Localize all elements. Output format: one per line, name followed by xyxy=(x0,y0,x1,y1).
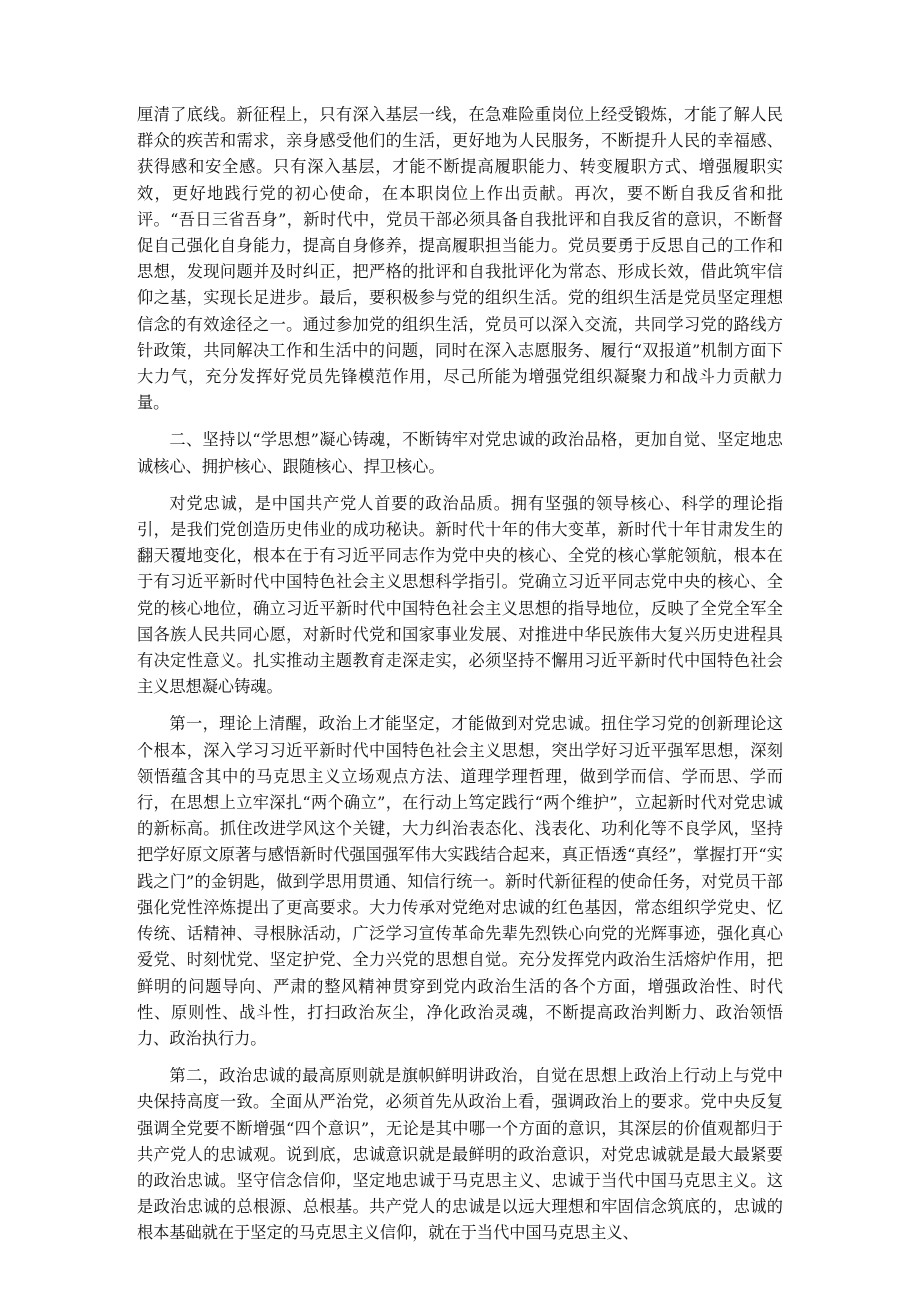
paragraph-second-point: 第二，政治忠诚的最高原则就是旗帜鲜明讲政治，自觉在思想上政治上行动上与党中央保持高度一致。全面从严治党，必须首先从政治上看，强调政治上的要求。党中央反复强调全党要不断增强“四个意识”，无论是其中哪一个方面的意识，其深层的价值观都归于共产党人的忠诚观。说到底，忠诚意识就是最鲜明的政治意识，对党忠诚就是最大最紧要的政治忠诚。坚守信念信仰，坚定地忠诚于马克思主义、忠诚于当代中国马克思主义。这是政治忠诚的总根源、总根基。共产党人的忠诚是以远大理想和牢固信念筑底的，忠诚的根本基础就在于坚定的马克思主义信仰，就在于当代中国马克思主义、 xyxy=(137,1066,783,1243)
section-heading-two: 二、坚持以“学思想”凝心铸魂，不断铸牢对党忠诚的政治品格，更加自觉、坚定地忠诚核心、拥护核心、跟随核心、捍卫核心。 xyxy=(137,430,783,476)
document-body xyxy=(137,102,783,1258)
paragraph-loyalty: 对党忠诚，是中国共产党人首要的政治品质。拥有坚强的领导核心、科学的理论指引，是我们党创造历史伟业的成功秘诀。新时代十年的伟大变革，新时代十年甘肃发生的翻天覆地变化，根本在于有习近平同志作为党中央的核心、全党的核心掌舵领航，根本在于有习近平新时代中国特色社会主义思想科学指引。党确立习近平同志党中央的核心、全党的核心地位，确立习近平新时代中国特色社会主义思想的指导地位，反映了全党全军全国各族人民共同心愿，对新时代党和国家事业发展、对推进中华民族伟大复兴历史进程具有决定性意义。扎实推动主题教育走深走实，必须坚持不懈用习近平新时代中国特色社会主义思想凝心铸魂。 xyxy=(137,493,783,697)
paragraph-first-point: 第一，理论上清醒，政治上才能坚定，才能做到对党忠诚。扭住学习党的创新理论这个根本，深入学习习近平新时代中国特色社会主义思想，突出学好习近平强军思想，深刻领悟蕴含其中的马克思主义立场观点方法、道理学理哲理，做到学而信、学而思、学而行，在思想上立牢深扎“两个确立”，在行动上笃定践行“两个维护”，立起新时代对党忠诚的新标高。抓住改进学风这个关键，大力纠治表态化、浅表化、功利化等不良学风，坚持把学好原文原著与感悟新时代强国强军伟大实践结合起来，真正悟透“真经”，掌握打开“实践之门”的金钥匙，做到学思用贯通、知信行统一。新时代新征程的使命任务，对党员干部强化党性淬炼提出了更高要求。大力传承对党绝对忠诚的红色基因，常态组织学党史、忆传统、话精神、寻根脉活动，广泛学习宣传革命先辈先烈铁心向党的光辉事迹，强化真心爱党、时刻忧党、坚定护党、全力兴党的思想自觉。充分发挥党内政治生活熔炉作用，把鲜明的问题导向、严肃的整风精神贯穿到党内政治生活的各个方面，增强政治性、时代性、原则性、战斗性，打扫政治灰尘，净化政治灵魂，不断提高政治判断力、政治领悟力、政治执行力。 xyxy=(137,714,783,1048)
paragraph-continuation: 厘清了底线。新征程上，只有深入基层一线，在急难险重岗位上经受锻炼，才能了解人民群众的疾苦和需求，亲身感受他们的生活，更好地为人民服务，不断提升人民的幸福感、获得感和安全感。只有深入基层，才能不断提高履职能力、转变履职方式、增强履职实效，更好地践行党的初心使命，在本职岗位上作出贡献。再次，要不断自我反省和批评。“吾日三省吾身”，新时代中，党员干部必须具备自我批评和自我反省的意识，不断督促自己强化自身能力，提高自身修养，提高履职担当能力。党员要勇于反思自己的工作和思想，发现问题并及时纠正，把严格的批评和自我批评化为常态、形成长效，借此筑牢信仰之基，实现长足进步。最后，要积极参与党的组织生活。党的组织生活是党员坚定理想信念的有效途径之一。通过参加党的组织生活，党员可以深入交流，共同学习党的路线方针政策，共同解决工作和生活中的问题，同时在深入志愿服务、履行“双报道”机制方面下大力气，充分发挥好党员先锋模范作用，尽己所能为增强党组织凝聚力和战斗力贡献力量。 xyxy=(137,105,783,413)
